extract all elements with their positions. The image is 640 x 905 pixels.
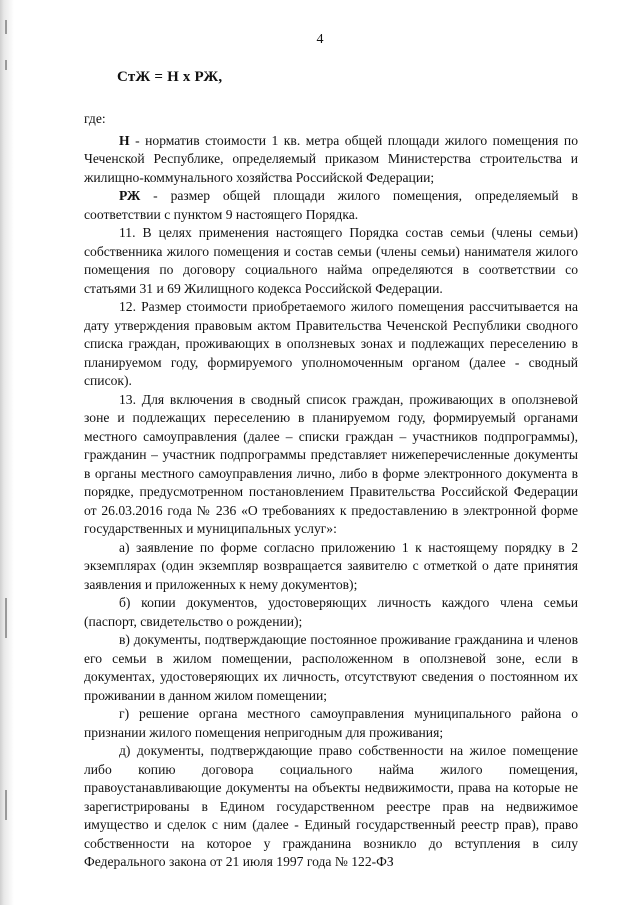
list-item-g: г) решение органа местного самоуправления муниципального района о признании жилого помещения непригодным для проживания; [84, 706, 578, 740]
paragraph-term-n [84, 132, 578, 188]
list-item-v: в) документы, подтверждающие постоянное проживание гражданина и членов его семьи в жилом помещении, расположенном в оползневой зоне, если в документах, удостоверяющих их личность, отсутствуют сведения о постоянном их проживании в данном жилом помещении; [84, 632, 578, 703]
list-item-a: а) заявление по форме согласно приложению 1 к настоящему порядку в 2 экземплярах (один экземпляр возвращается заявителю с отметкой о дате принятия заявления и приложенных к нему документов); [84, 539, 578, 592]
list-item-b: б) копии документов, удостоверяющих личность каждого члена семьи (паспорт, свидетельство о рождении); [84, 595, 578, 629]
scan-edge-mark [5, 790, 7, 820]
scan-edge-shadow [0, 0, 14, 905]
scan-edge-mark [5, 60, 7, 70]
formula: СтЖ = Н х РЖ, [117, 69, 223, 85]
term-label: РЖ [119, 188, 141, 203]
paragraph-text: - норматив стоимости 1 кв. метра общей площади жилого помещения по Чеченской Республике, определяемый приказом Министерства строительства и жилищно-коммунального хозяйства Российской Федерации; [84, 132, 578, 185]
paragraph-text: - размер общей площади жилого помещения, определяемый в соответствии с пунктом 9 настоящего Порядка. [84, 188, 578, 222]
paragraph-term-rzh [84, 187, 578, 224]
document-body [84, 110, 578, 872]
paragraph-12: 12. Размер стоимости приобретаемого жилого помещения рассчитывается на дату утверждения правовым актом Правительства Чеченской Республики сводного списка граждан, проживающих в оползневых зонах и подлежащих переселению в планируемом году, формируемого уполномоченным органом (далее - сводный список). [84, 299, 578, 388]
list-item-d: д) документы, подтверждающие право собственности на жилое помещение либо копию договора социального найма жилого помещения, правоустанавливающие документы на объекты недвижимости, права на которые не зарегистрированы в Едином государственном реестре прав на недвижимое имущество и сделок с ним (далее - Единый государственный реестр прав), право собственности на которое у гражданина возникло до вступления в силу Федерального закона от 21 июля 1997 года № 122-ФЗ [84, 743, 578, 869]
scan-edge-mark [5, 598, 7, 638]
paragraph-13: 13. Для включения в сводный список граждан, проживающих в оползневой зоне и подлежащих переселению в планируемом году, формируемый органами местного самоуправления (далее – списки граждан – участников подпрограммы), гражданин – участник подпрограммы представляет нижеперечисленные документы в органы местного самоуправления лично, либо в форме электронного документа в порядке, предусмотренном постановлением Правительства Российской Федерации от 26.03.2016 года № 236 «О требованиях к предоставлению в электронной форме государственных и муниципальных услуг»: [84, 391, 578, 536]
term-label: Н [119, 132, 130, 148]
where-label: где: [84, 111, 106, 126]
paragraph-11: 11. В целях применения настоящего Порядка состав семьи (члены семьи) собственника жилого помещения и состав семьи (члены семьи) нанимателя жилого помещения по договору социального найма определяются в соответствии со статьями 31 и 69 Жилищного кодекса Российской Федерации. [84, 225, 578, 296]
page-number: 4 [316, 32, 324, 47]
